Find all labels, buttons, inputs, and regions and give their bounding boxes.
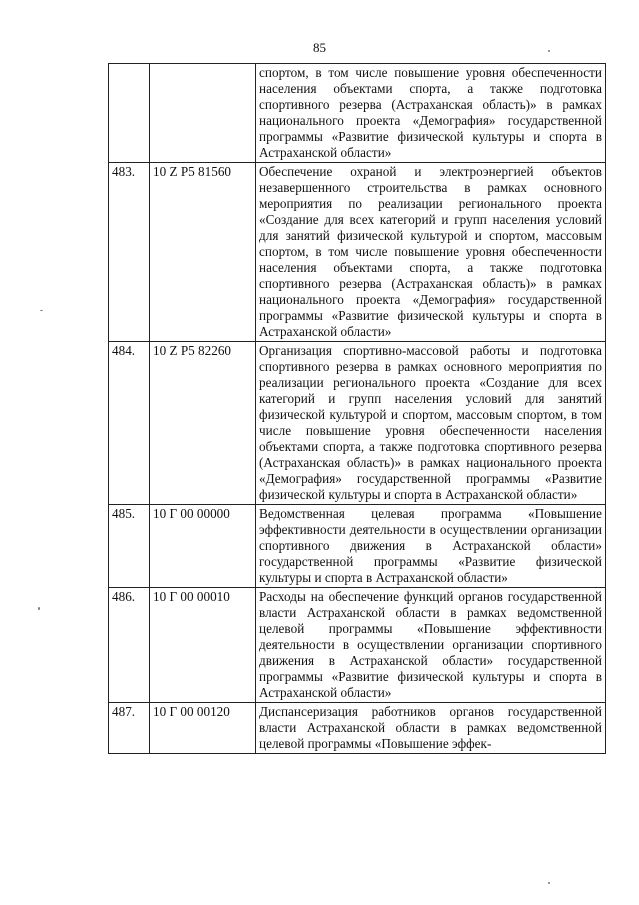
- classification-code: 10 Z P5 82260: [150, 342, 256, 505]
- scan-speck: [40, 310, 43, 311]
- classification-code: 10 Г 00 00120: [150, 703, 256, 754]
- scan-speck: [548, 50, 550, 52]
- table-row: [109, 163, 606, 342]
- page-number: 85: [313, 40, 326, 55]
- row-description: Ведомственная целевая программа «Повышение эффективности деятельности в осуществлении организации спортивного движения в Астраханской области» государственной программы «Развитие физической культуры и спорта в Астраханской области»: [256, 505, 606, 588]
- table-row: [109, 588, 606, 703]
- budget-code-table: [108, 63, 606, 754]
- scan-speck: [548, 882, 550, 884]
- table-row: [109, 342, 606, 505]
- row-description: Расходы на обеспечение функций органов государственной власти Астраханской области в рамках ведомственной целевой программы «Повышение эффективности деятельности в осуществлении организации спортивного движения в Астраханской области» государственной программы «Развитие физической культуры и спорта в Астраханской области»: [256, 588, 606, 703]
- row-number: 486.: [109, 588, 150, 703]
- row-description: Обеспечение охраной и электроэнергией объектов незавершенного строительства в рамках основного мероприятия по реализации регионального проекта «Создание для всех категорий и групп населения условий для занятий физической культурой и спортом, массовым спортом, в том числе повышение уровня обеспеченности населения объектами спорта, а также подготовка спортивного резерва (Астраханская область)» в рамках национального проекта «Демография» государственной программы «Развитие физической культуры и спорта в Астраханской области»: [256, 163, 606, 342]
- table-row: [109, 703, 606, 754]
- row-number: [109, 64, 150, 163]
- row-description: Организация спортивно-массовой работы и подготовка спортивного резерва в рамках основного мероприятия по реализации регионального проекта «Создание для всех категорий и групп населения условий для занятий физической культурой и спортом, массовым спортом, в том числе повышение уровня обеспеченности населения объектами спорта, а также подготовка спортивного резерва (Астраханская область)» в рамках национального проекта «Демография» государственной программы «Развитие физической культуры и спорта в Астраханской области»: [256, 342, 606, 505]
- row-description: Диспансеризация работников органов государственной власти Астраханской области в рамках ведомственной целевой программы «Повышение эффек-: [256, 703, 606, 754]
- table-row: [109, 505, 606, 588]
- classification-code: 10 Г 00 00010: [150, 588, 256, 703]
- classification-code: 10 Z P5 81560: [150, 163, 256, 342]
- row-description: спортом, в том числе повышение уровня обеспеченности населения объектами спорта, а также подготовка спортивного резерва (Астраханская область)» в рамках национального проекта «Демография» государственной программы «Развитие физической культуры и спорта в Астраханской области»: [256, 64, 606, 163]
- scan-speck: [38, 607, 40, 610]
- row-number: 485.: [109, 505, 150, 588]
- table-row: [109, 64, 606, 163]
- row-number: 484.: [109, 342, 150, 505]
- row-number: 483.: [109, 163, 150, 342]
- classification-code: 10 Г 00 00000: [150, 505, 256, 588]
- row-number: 487.: [109, 703, 150, 754]
- classification-code: [150, 64, 256, 163]
